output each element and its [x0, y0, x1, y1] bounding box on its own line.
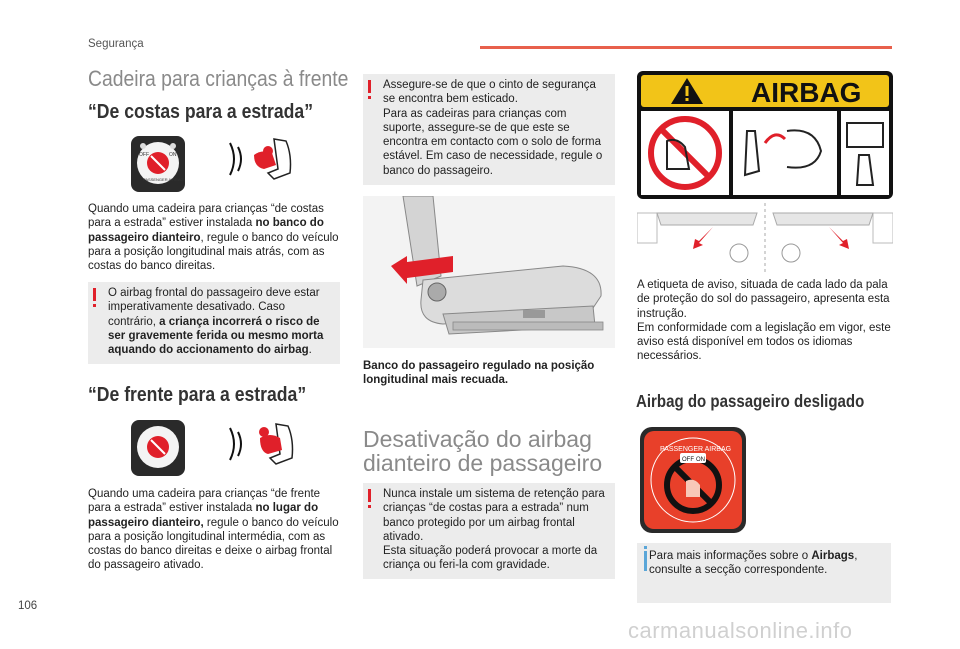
sun-visor-location-diagram	[637, 203, 893, 280]
warning-icon	[93, 288, 96, 301]
page-title: Cadeira para crianças à frente	[88, 66, 349, 91]
airbag-info-note: Para mais informações sobre o Airbags, consulte a secção correspondente.	[637, 543, 891, 603]
airbag-off-badge	[131, 136, 185, 192]
header-accent-bar	[480, 46, 892, 49]
sticker-off-text: OFF	[682, 457, 694, 463]
label-description: A etiqueta de aviso, situada de cada lado da pala de proteção do sol do passageiro, apresenta esta instrução. Em conformidade com a legislação em vigor, este aviso está disponível em todos os idiomas necessários.	[637, 279, 891, 363]
sticker-on-text: ON	[696, 457, 705, 463]
warning-icon	[368, 489, 371, 502]
sticker-label-text: PASSENGER AIRBAG	[660, 446, 732, 453]
warning-icon	[368, 80, 371, 93]
badge-label-text: PASSENGER AIRBAG	[143, 177, 184, 182]
watermark: carmanualsonline.info	[628, 618, 853, 643]
seatbelt-warning: Assegure-se de que o cinto de segurança se encontra bem esticado. Para as cadeiras para crianças com suporte, assegure-se de que este se encontra em contacto com o solo de forma estável. Em caso de necessidade, regule o banco do passageiro.	[363, 74, 615, 185]
badge-off-text: OFF	[139, 152, 149, 158]
forward-facing-text: Quando uma cadeira para crianças “de frente para a estrada” estiver instalada no lugar do passageiro dianteiro, regule o banco do veículo para a posição longitudinal intermédia, com as costas do banco direitas e deixe o airbag frontal do passageiro ativado.	[88, 488, 339, 572]
badge-on-text: ON	[169, 152, 177, 158]
rear-facing-text: Quando uma cadeira para crianças “de costas para a estrada” estiver instalada no banco do passageiro dianteiro, regule o banco do veículo para a posição longitudinal mais atrás, com as costas do banco direitas.	[88, 203, 339, 273]
rear-facing-seat-icon	[224, 133, 304, 194]
forward-facing-heading: “De frente para a estrada”	[88, 384, 307, 406]
section-label: Segurança	[88, 38, 144, 50]
airbag-off-heading: Airbag do passageiro desligado	[636, 391, 865, 411]
passenger-seat-illustration	[363, 196, 615, 353]
rear-facing-heading: “De costas para a estrada”	[88, 101, 314, 123]
deactivation-title: Desativação do airbag dianteiro de passageiro	[363, 426, 603, 476]
airbag-deactivate-warning: O airbag frontal do passageiro deve estar imperativamente desativado. Caso contrário, a criança incorrerá o risco de ser gravemente ferida ou mesmo morta aquando do accionamento do airbag.	[88, 282, 340, 364]
seat-caption: Banco do passageiro regulado na posição longitudinal mais recuada.	[363, 360, 595, 387]
forward-facing-seat-icon	[224, 418, 304, 479]
rear-facing-danger-warning: Nunca instale um sistema de retenção para crianças “de costas para a estrada” num banco protegido por um airbag frontal ativado. Esta situação poderá provocar a morte da criança ou feri-la com gravidade.	[363, 483, 615, 579]
page-number: 106	[18, 600, 38, 612]
info-icon	[644, 551, 647, 571]
airbag-label-text: AIRBAG	[751, 77, 862, 108]
passenger-airbag-off-sticker	[640, 427, 746, 538]
airbag-warning-label	[637, 71, 893, 204]
airbag-off-badge-2	[131, 420, 185, 476]
